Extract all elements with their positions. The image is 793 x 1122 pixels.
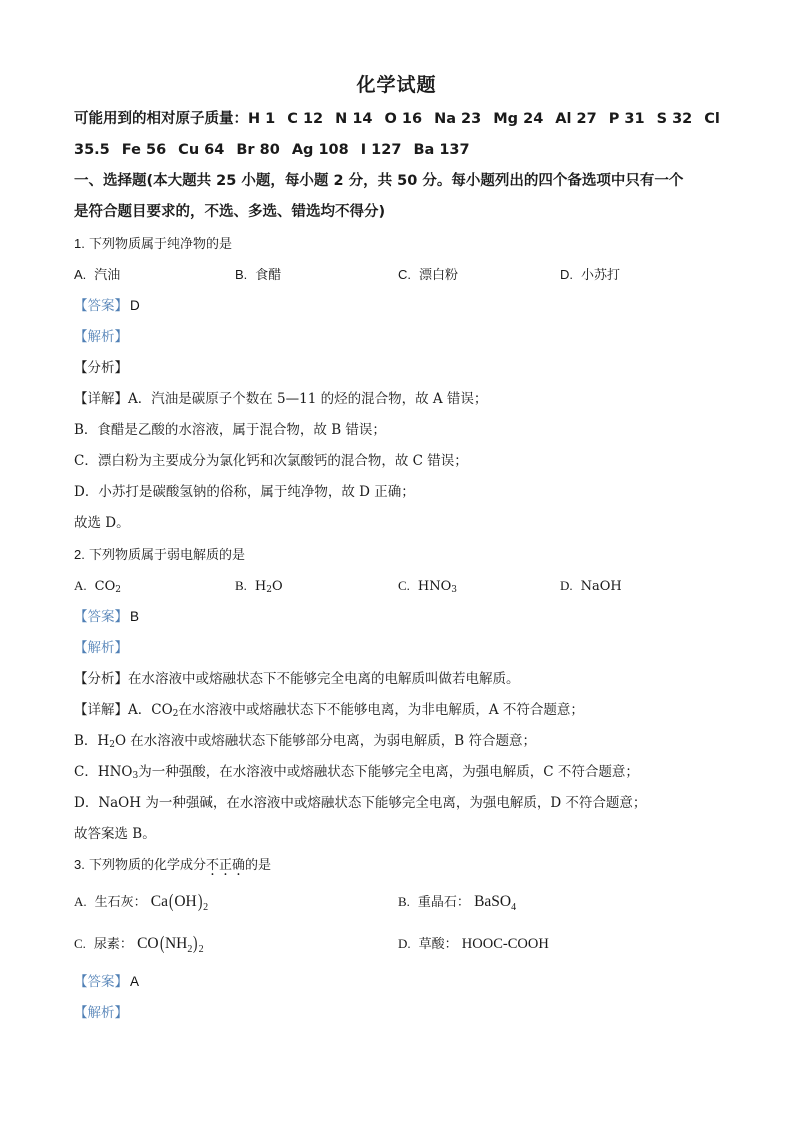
question-1-conclusion: 故选 D。 bbox=[74, 515, 130, 531]
formula: HOOC-COOH bbox=[461, 936, 549, 952]
question-3-option-c: C. 尿素： $CO(NH_2)_2$ bbox=[74, 933, 204, 955]
question-3-stem: 3. 下列物质的化学成分不正确的是 bbox=[74, 857, 272, 873]
question-3-option-a: A. 生石灰： $Ca(OH)_2$ bbox=[74, 891, 209, 913]
formula: BaSO$_4$ bbox=[474, 893, 517, 913]
question-2-detail-c: C．$HNO_3$为一种强酸，在水溶液中或熔融状态下能够完全电离，为强电解质，C 不符合题意； bbox=[74, 764, 639, 781]
question-2-option-b: B. $H_2O$ bbox=[235, 578, 283, 595]
emphasis-char: 确 bbox=[232, 858, 246, 873]
question-3-option-b: B. 重晶石： BaSO$_4$ bbox=[398, 893, 517, 913]
question-2-fenxi: 【分析】在水溶液中或熔融状态下不能够完全电离的电解质叫做若电解质。 bbox=[74, 671, 520, 687]
emphasis-char: 不 bbox=[206, 858, 220, 873]
question-2-stem: 2. 下列物质属于弱电解质的是 bbox=[74, 547, 245, 563]
question-1-option-d: D. 小苏打 bbox=[560, 267, 621, 283]
question-1-detail-b: B．食醋是乙酸的水溶液，属于混合物，故 B 错误； bbox=[74, 422, 386, 438]
question-1-answer: 【答案】 D bbox=[74, 298, 140, 314]
section-heading-line-1: 一、选择题(本大题共 25 小题，每小题 2 分，共 50 分。每小题列出的四个备选项中只有一个 bbox=[74, 173, 684, 189]
question-2-answer: 【答案】 B bbox=[74, 609, 140, 625]
question-2-option-a: A. $CO_2$ bbox=[74, 578, 121, 595]
question-1-stem: 1. 下列物质属于纯净物的是 bbox=[74, 236, 232, 252]
question-1-detail-a: 【详解】A．汽油是碳原子个数在 5—11 的烃的混合物，故 A 错误； bbox=[74, 391, 488, 407]
question-1-option-c: C. 漂白粉 bbox=[398, 267, 459, 283]
question-1-fenxi: 【分析】 bbox=[74, 360, 128, 376]
question-1-analysis-tag: 【解析】 bbox=[74, 329, 128, 345]
question-1-option-a: A. 汽油 bbox=[74, 267, 121, 283]
section-heading-line-2: 是符合题目要求的，不选、多选、错选均不得分) bbox=[74, 204, 386, 220]
emphasis-char: 正 bbox=[219, 858, 233, 873]
question-2-option-d: D. NaOH bbox=[560, 578, 622, 594]
question-2-detail-a: 【详解】A．$CO_2$在水溶液中或熔融状态下不能够电离，为非电解质，A 不符合题意； bbox=[74, 702, 584, 719]
atomic-mass-line-2: 35.5 Fe 56 Cu 64 Br 80 Ag 108 I 127 Ba 137 bbox=[74, 142, 470, 158]
question-3-answer: 【答案】 A bbox=[74, 974, 140, 990]
formula: $Ca(OH)_2$ bbox=[150, 891, 209, 913]
question-2-conclusion: 故答案选 B。 bbox=[74, 826, 156, 842]
question-1-detail-d: D．小苏打是碳酸氢钠的俗称，属于纯净物，故 D 正确； bbox=[74, 484, 415, 500]
page-title: 化学试题 bbox=[356, 74, 437, 96]
atomic-mass-line-1: 可能用到的相对原子质量：H 1 C 12 N 14 O 16 Na 23 Mg 24 Al 27 P 31 S 32 Cl bbox=[74, 111, 720, 127]
formula: $CO(NH_2)_2$ bbox=[137, 933, 204, 955]
question-1-detail-c: C．漂白粉为主要成分为氯化钙和次氯酸钙的混合物，故 C 错误； bbox=[74, 453, 468, 469]
question-2-detail-b: B．$H_2O$ 在水溶液中或熔融状态下能够部分电离，为弱电解质，B 符合题意； bbox=[74, 733, 537, 750]
question-3-option-d: D. 草酸： HOOC-COOH bbox=[398, 936, 549, 952]
question-2-detail-d: D．NaOH 为一种强碱，在水溶液中或熔融状态下能够完全电离，为强电解质，D 不符合题意； bbox=[74, 795, 647, 811]
question-2-option-c: C. $HNO_3$ bbox=[398, 578, 458, 595]
question-3-analysis-tag: 【解析】 bbox=[74, 1005, 128, 1021]
question-2-analysis-tag: 【解析】 bbox=[74, 640, 128, 656]
question-1-option-b: B. 食醋 bbox=[235, 267, 282, 283]
